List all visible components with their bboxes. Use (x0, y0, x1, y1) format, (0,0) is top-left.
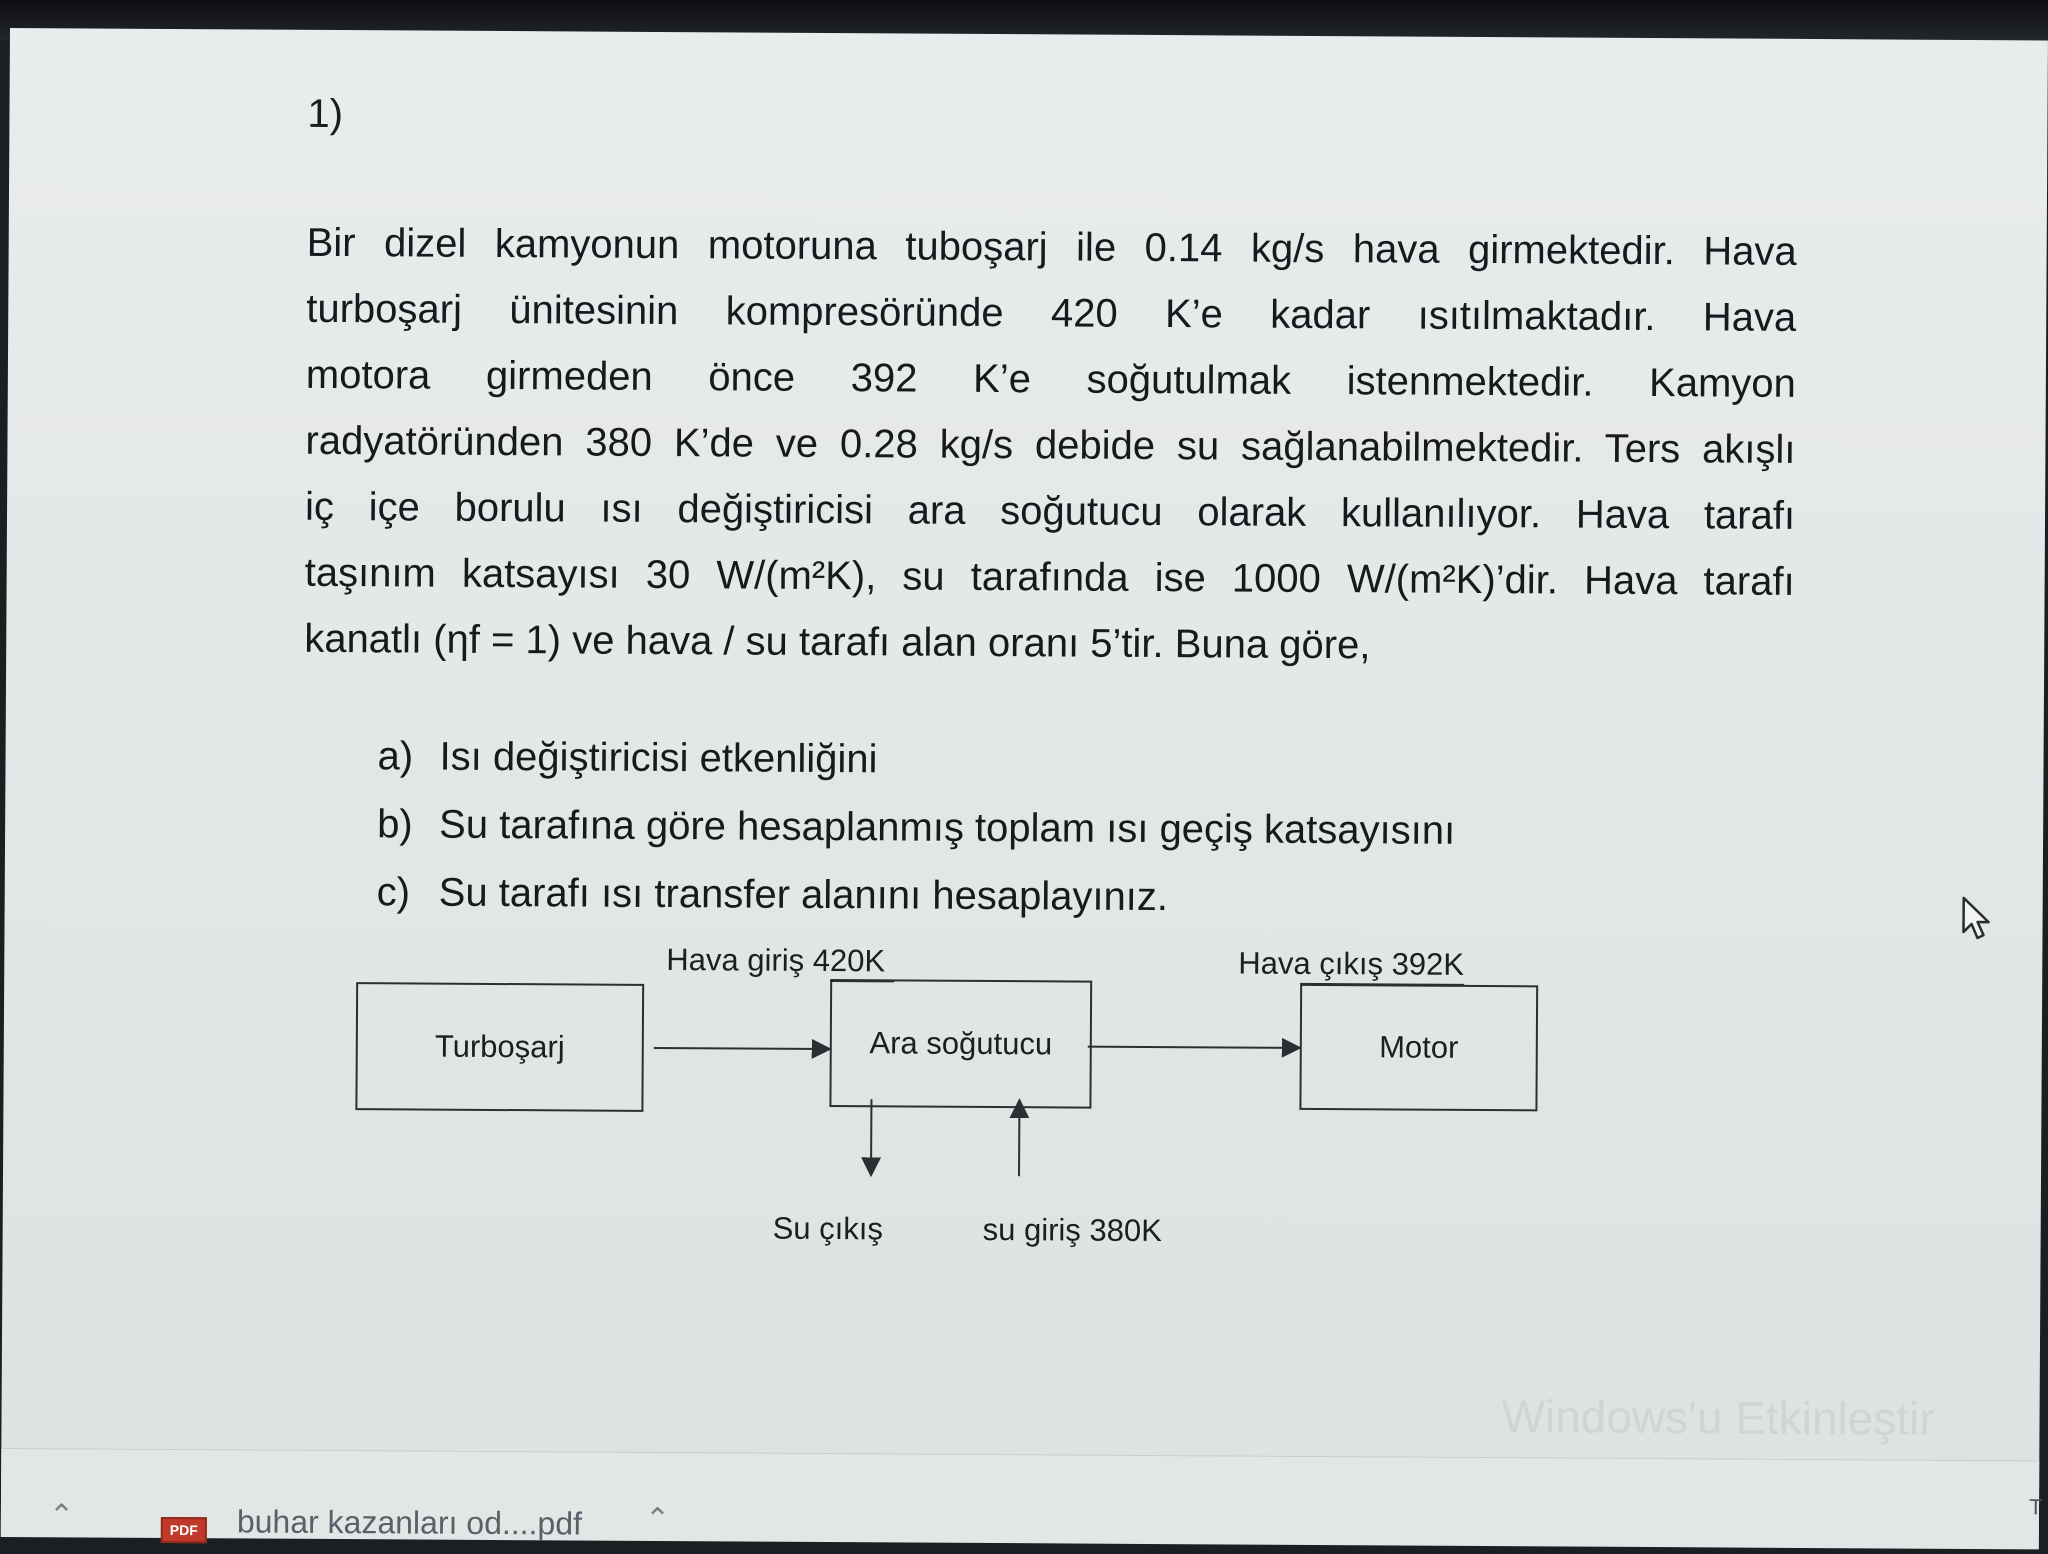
problem-line: iç içe borulu ısı değiştiricisi ara soğutucu olarak kullanılıyor. Hava tarafı (305, 474, 1795, 549)
mouse-cursor-icon (1960, 896, 1996, 944)
corner-text: T (2029, 1494, 2043, 1520)
document-page (1, 28, 2048, 1460)
water-outlet-label: Su çıkış (773, 1211, 883, 1248)
turbocharger-box (355, 982, 644, 1112)
sub-question-marker: a) (377, 722, 439, 790)
chevron-up-icon[interactable]: ⌃ (49, 1498, 74, 1533)
sub-question-marker: c) (377, 858, 439, 926)
sub-question-text: Isı değiştiricisi etkenliğini (439, 735, 877, 782)
problem-line: Bir dizel kamyonun motoruna tuboşarj ile 0.14 kg/s hava girmektedir. Hava (306, 210, 1796, 285)
problem-line: motora girmeden önce 392 K’e soğutulmak istenmektedir. Kamyon (306, 342, 1796, 417)
pdf-file-icon: PDF (161, 1517, 207, 1543)
air-outlet-label: Hava çıkış 392K (1238, 946, 1464, 983)
motor-box (1299, 984, 1538, 1111)
air-flow-arrow-2 (1088, 1047, 1300, 1048)
problem-line: radyatöründen 380 K’de ve 0.28 kg/s debide su sağlanabilmektedir. Ters akışlı (305, 408, 1795, 483)
sub-question-text: Su tarafına göre hesaplanmış toplam ısı geçiş katsayısını (439, 803, 1455, 853)
water-inlet-label: su giriş 380K (983, 1212, 1162, 1249)
problem-line: turboşarj ünitesinin kompresöründe 420 K’e kadar ısıtılmaktadır. Hava (306, 276, 1796, 351)
intercooler-label: Ara soğutucu (869, 1025, 1052, 1062)
download-file-name[interactable]: buhar kazanları od....pdf (237, 1503, 582, 1542)
problem-line: taşınım katsayısı 30 W/(m²K), su tarafında ise 1000 W/(m²K)’dir. Hava tarafı (304, 540, 1794, 615)
motor-label: Motor (1379, 1029, 1458, 1065)
sub-question-marker: b) (377, 790, 439, 858)
download-options-chevron-icon[interactable]: ⌃ (645, 1502, 670, 1537)
turbocharger-label: Turboşarj (435, 1029, 565, 1066)
screen (1, 28, 2048, 1548)
intercooler-box (829, 979, 1092, 1109)
problem-line: kanatlı (ηf = 1) ve hava / su tarafı alan oranı 5’tir. Buna göre, (304, 606, 1794, 681)
air-inlet-label: Hava giriş 420K (666, 942, 885, 979)
sub-question-text: Su tarafı ısı transfer alanını hesaplayınız. (439, 871, 1169, 919)
air-flow-arrow-1 (654, 1048, 830, 1049)
question-number: 1) (307, 92, 343, 137)
activation-watermark: Windows'u Etkinleştir (1501, 1389, 1934, 1446)
